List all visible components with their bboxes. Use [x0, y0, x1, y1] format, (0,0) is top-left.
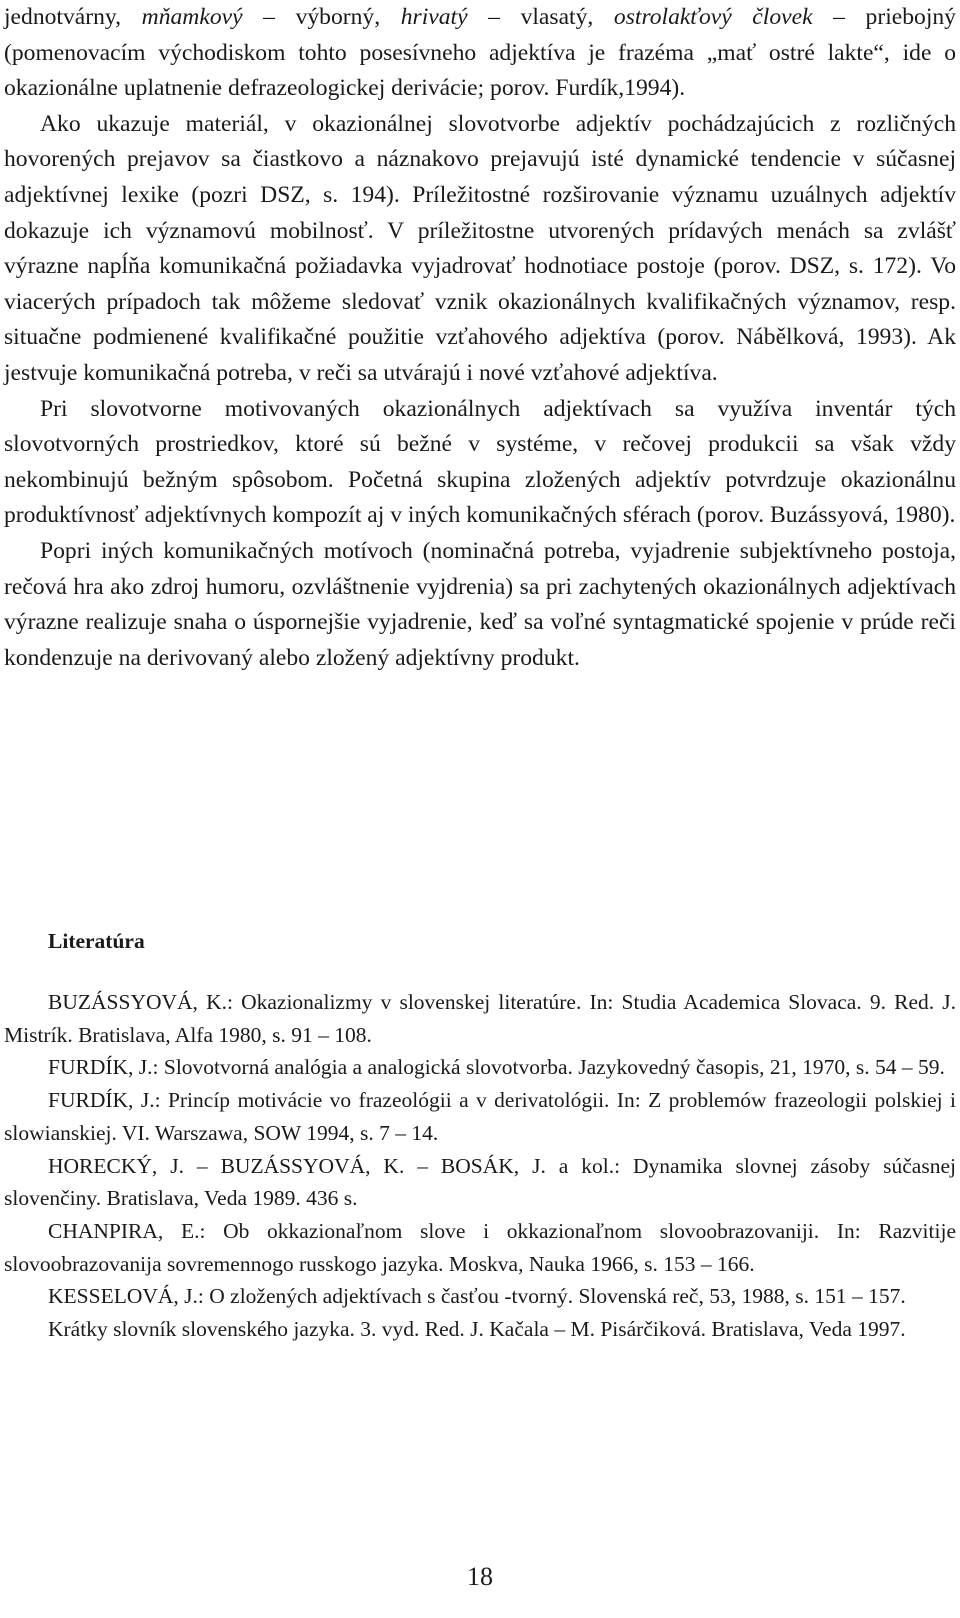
paragraph-3: Pri slovotvorne motivovaných okazionálnych adjektívach sa využíva inventár tých slovotvorných prostriedkov, ktoré sú bežné v systéme, v rečovej produkcii sa však vždy nekombinujú bežným spôsobom. Početná skupina zložených adjektív potvrdzuje okazionálnu produktívnosť adjektívnych kompozít aj v iných komunikačných sférach (porov. Buzássyová, 1980). — [4, 395, 956, 529]
references-list — [4, 986, 956, 1346]
text-run: – výborný, — [242, 4, 401, 30]
paragraph-2: Ako ukazuje materiál, v okazionálnej slovotvorbe adjektív pochádzajúcich z rozličných hovorených prejavov sa čiastkovo a náznakovo prejavujú isté dynamické tendencie v súčasnej adjektívnej lexike (pozri DSZ, s. 194). Príležitostné rozširovanie významu uzuálnych adjektív dokazuje ich významovú mobilnosť. V príležitostne utvorených prídavých menách sa zvlášť výrazne napĺňa komunikačná požiadavka vyjadrovať hodnotiace postoje (porov. DSZ, s. 172). Vo viacerých prípadoch tak môžeme sledovať vznik okazionálnych kvalifikačných významov, resp. situačne podmienené kvalifikačné použitie vzťahového adjektíva (porov. Nábělková, 1993). Ak jestvuje komunikačná potreba, v reči sa utvárajú i nové vzťahové adjektíva. — [4, 110, 956, 386]
reference-item: FURDÍK, J.: Princíp motivácie vo frazeológii a v derivatológii. In: Z problemów frazeologii polskiej i slowianskiej. VI. Warszawa, SOW 1994, s. 7 – 14. — [4, 1088, 956, 1145]
text-run: – vlasatý, — [467, 4, 614, 30]
text-run: – priebojný (pomenovacím východiskom tohto posesívneho adjektíva je frazéma „mať ostré lakte“, ide o okazionálne uplatnenie defrazeologickej derivácie; porov. Furdík,1994). — [4, 4, 956, 102]
paragraph-continued — [4, 0, 956, 107]
reference-item: KESSELOVÁ, J.: O zložených adjektívach s časťou -tvorný. Slovenská reč, 53, 1988, s. 151 – 157. — [48, 1284, 906, 1309]
references-heading: Literatúra — [48, 929, 145, 953]
reference-item: Krátky slovník slovenského jazyka. 3. vyd. Red. J. Kačala – M. Pisárčiková. Bratislava, Veda 1997. — [48, 1317, 906, 1342]
reference-item: BUZÁSSYOVÁ, K.: Okazionalizmy v slovenskej literatúre. In: Studia Academica Slovaca. 9. Red. J. Mistrík. Bratislava, Alfa 1980, s. 91 – 108. — [4, 990, 956, 1047]
example-word: mňamkový — [141, 4, 243, 30]
paragraph-4: Popri iných komunikačných motívoch (nominačná potreba, vyjadrenie subjektívneho postoja, rečová hra ako zdroj humoru, ozvláštnenie vyjdrenia) sa pri zachytených okazionálnych adjektívach výrazne realizuje snaha o úspornejšie vyjadrenie, keď sa voľné syntagmatické spojenie v prúde reči kondenzuje na derivovaný alebo zložený adjektívny produkt. — [4, 537, 956, 671]
text-run: jednotvárny, — [4, 4, 142, 30]
body-text — [4, 0, 956, 676]
reference-item: CHANPIRA, E.: Ob okkazionaľnom slove i okkazionaľnom slovoobrazovaniji. In: Razvitije slovoobrazovanija sovremennogo russkogo jazyka. Moskva, Nauka 1966, s. 153 – 166. — [4, 1218, 956, 1276]
reference-item: HORECKÝ, J. – BUZÁSSYOVÁ, K. – BOSÁK, J. a kol.: Dynamika slovnej zásoby súčasnej slovenčiny. Bratislava, Veda 1989. 436 s. — [4, 1153, 956, 1211]
reference-item: FURDÍK, J.: Slovotvorná analógia a analogická slovotvorba. Jazykovedný časopis, 21, 1970, s. 54 – 59. — [48, 1055, 945, 1080]
page — [4, 0, 956, 1342]
example-phrase: ostrolakťový človek — [613, 4, 813, 30]
example-word: hrivatý — [400, 4, 468, 30]
page-number: 18 — [467, 1562, 493, 1591]
